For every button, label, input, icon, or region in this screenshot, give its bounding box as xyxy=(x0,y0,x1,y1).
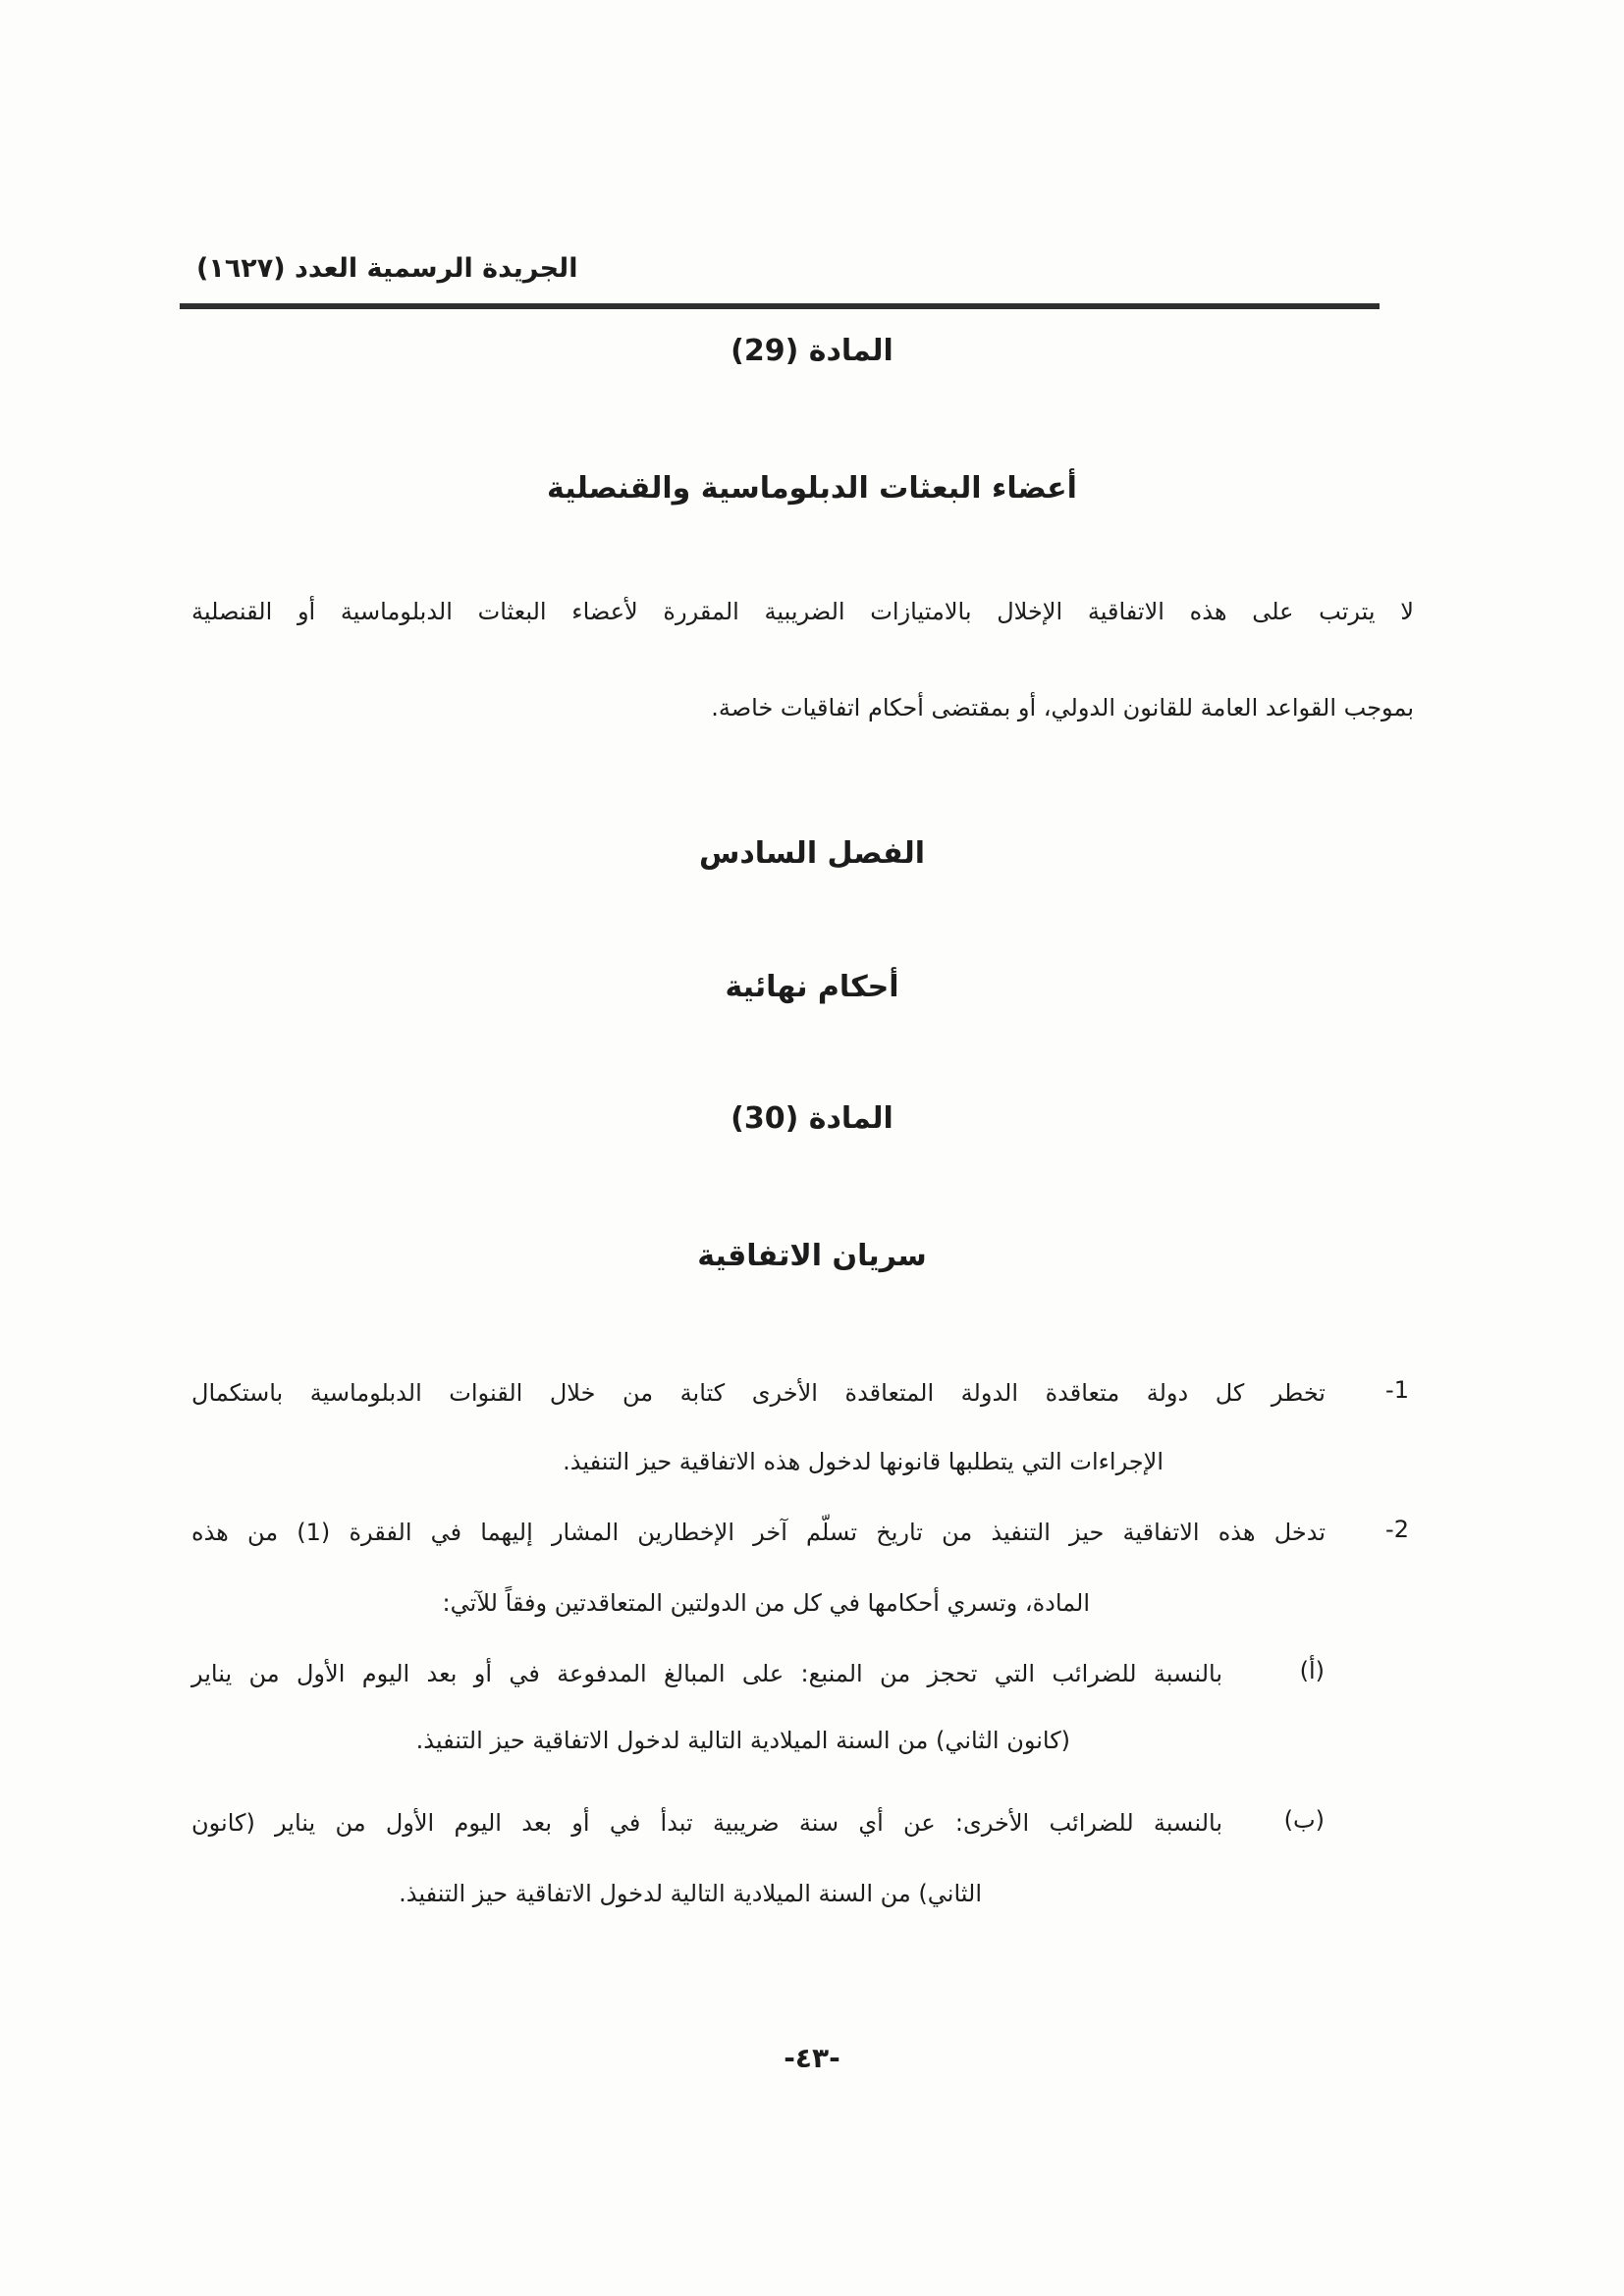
list-item-2-line-2: المادة، وتسري أحكامها في كل من الدولتين المتعاقدتين وفقاً للآتي: xyxy=(442,1589,1090,1617)
article-29-number: المادة (29) xyxy=(731,334,893,368)
list-item-a-line-2: (كانون الثاني) من السنة الميلادية التالية لدخول الاتفاقية حيز التنفيذ. xyxy=(415,1727,1070,1754)
list-item-2-line-1: تدخل هذه الاتفاقية حيز التنفيذ من تاريخ تسلّم آخر الإخطارين المشار إليهما في الفقرة (1) من هذه xyxy=(191,1519,1326,1546)
header-rule xyxy=(180,303,1380,309)
article-30-heading: سريان الاتفاقية xyxy=(697,1239,927,1273)
list-item-b-line-1: بالنسبة للضرائب الأخرى: عن أي سنة ضريبية تبدأ في أو بعد اليوم الأول من يناير (كانون xyxy=(191,1809,1222,1837)
list-item-1-line-1: تخطر كل دولة متعاقدة الدولة المتعاقدة الأخرى كتابة من خلال القنوات الدبلوماسية باستكمال xyxy=(191,1379,1326,1407)
list-item-b-marker: (ب) xyxy=(1283,1806,1325,1834)
list-item-2-marker: 2- xyxy=(1385,1516,1409,1543)
chapter-6-subtitle: أحكام نهائية xyxy=(725,970,899,1004)
list-item-a-marker: (أ) xyxy=(1299,1657,1325,1684)
article-30-number: المادة (30) xyxy=(731,1101,893,1136)
list-item-1-marker: 1- xyxy=(1385,1376,1409,1404)
list-item-1-line-2: الإجراءات التي يتطلبها قانونها لدخول هذه الاتفاقية حيز التنفيذ. xyxy=(563,1448,1164,1475)
article-29-heading: أعضاء البعثات الدبلوماسية والقنصلية xyxy=(547,471,1077,506)
list-item-b-line-2: الثاني) من السنة الميلادية التالية لدخول الاتفاقية حيز التنفيذ. xyxy=(399,1880,982,1907)
article-29-paragraph-line-1: لا يترتب على هذه الاتفاقية الإخلال بالامتيازات الضريبية المقررة لأعضاء البعثات الدبلوماسية أو القنصلية xyxy=(191,598,1414,625)
page-number: -٤٣- xyxy=(784,2042,840,2074)
article-29-paragraph-line-2: بموجب القواعد العامة للقانون الدولي، أو بمقتضى أحكام اتفاقيات خاصة. xyxy=(711,694,1414,721)
chapter-6-title: الفصل السادس xyxy=(698,836,926,871)
gazette-header-title: الجريدة الرسمية العدد (١٦٢٧) xyxy=(196,253,578,284)
list-item-a-line-1: بالنسبة للضرائب التي تحجز من المنبع: على المبالغ المدفوعة في أو بعد اليوم الأول من يناير xyxy=(191,1660,1222,1687)
